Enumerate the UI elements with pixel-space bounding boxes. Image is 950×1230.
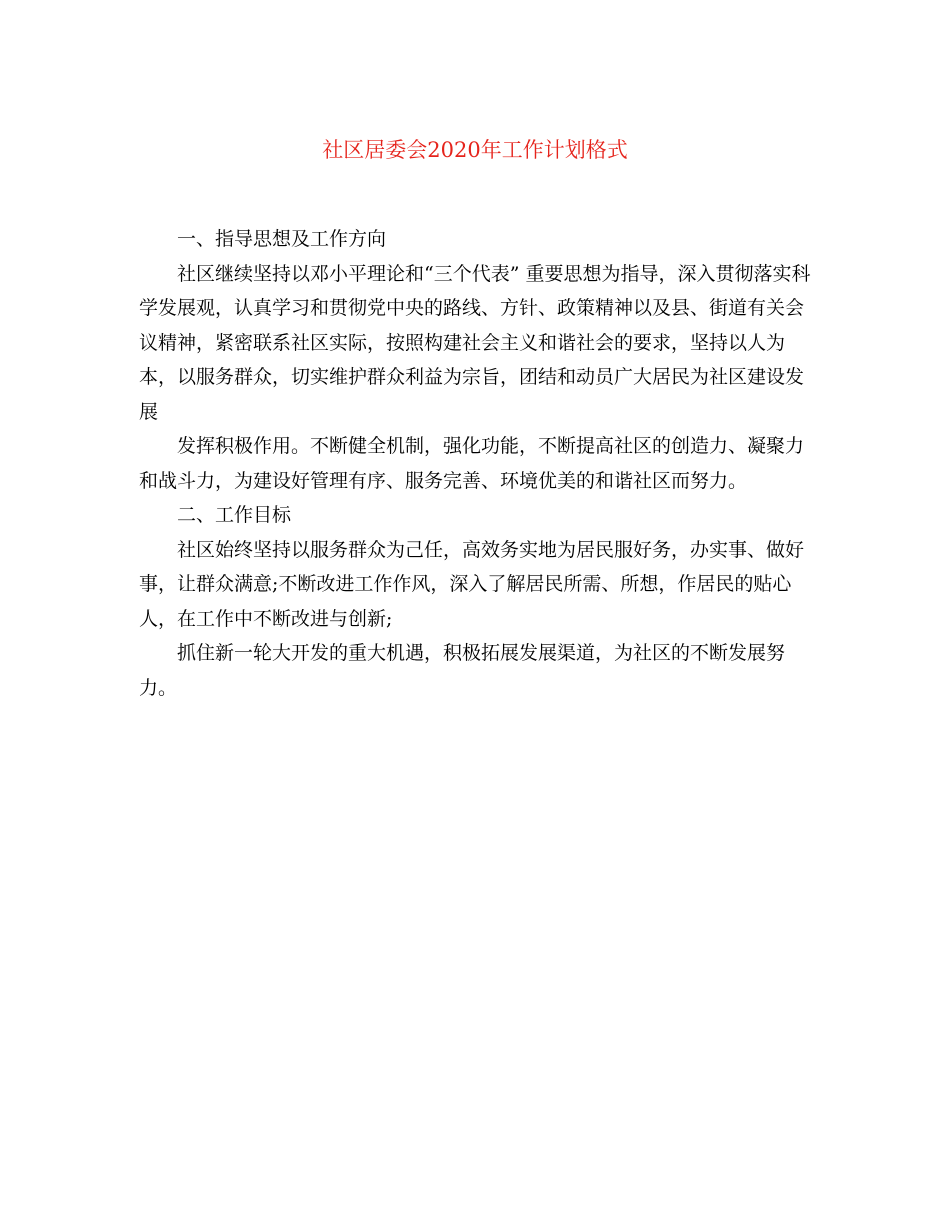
paragraph-guiding-ideology: 社区继续坚持以邓小平理论和“三个代表” 重要思想为指导，深入贯彻落实科学发展观，认真学习和贯彻党中央的路线、方针、政策精神以及县、街道有关会议精神，紧密联系社区实际，按照构建社会主义和谐社会的要求，坚持以人为本，以服务群众，切实维护群众利益为宗旨，团结和动员广大居民为社区建设发展 <box>139 262 811 423</box>
paragraph-positive-role: 发挥积极作用。不断健全机制，强化功能，不断提高社区的创造力、凝聚力和战斗力，为建设好管理有序、服务完善、环境优美的和谐社区而努力。 <box>139 435 805 492</box>
document-body <box>139 222 815 705</box>
section-heading-work-goals: 二、工作目标 <box>177 504 292 526</box>
section-heading-guiding-ideology: 一、指导思想及工作方向 <box>177 228 387 250</box>
paragraph-work-goals: 社区始终坚持以服务群众为己任，高效务实地为居民服好务，办实事、做好事，让群众满意;不断改进工作作风，深入了解居民所需、所想，作居民的贴心人，在工作中不断改进与创新; <box>139 538 805 630</box>
paragraph-development-opportunity: 抓住新一轮大开发的重大机遇，积极拓展发展渠道，为社区的不断发展努力。 <box>139 642 786 699</box>
document-title: 社区居委会2020年工作计划格式 <box>322 138 628 162</box>
